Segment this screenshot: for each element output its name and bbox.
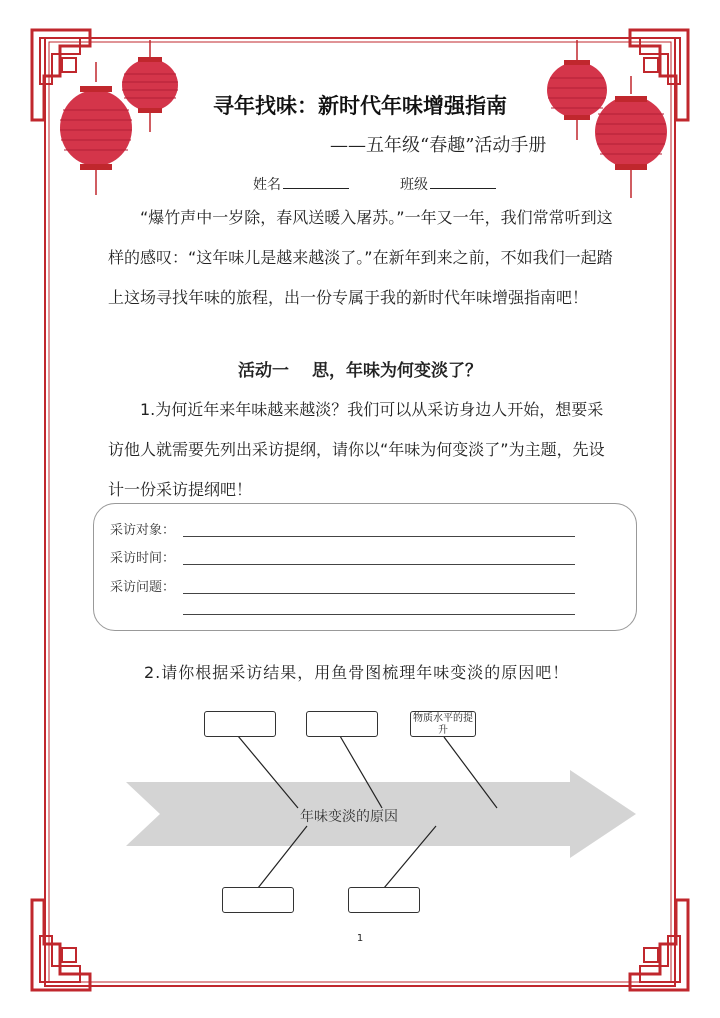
interview-question-line-2[interactable]	[183, 614, 575, 615]
interview-target-line[interactable]	[183, 536, 575, 537]
lantern-icon	[60, 62, 132, 195]
fishbone-cause-box[interactable]	[204, 711, 276, 737]
name-label: 姓名	[253, 177, 281, 193]
page-subtitle: ——五年级“春趣”活动手册	[330, 135, 547, 156]
fishbone-spine-label: 年味变淡的原因	[300, 809, 398, 825]
class-field	[400, 174, 496, 194]
name-field	[253, 174, 349, 194]
interview-time-line[interactable]	[183, 564, 575, 565]
interview-outline-box	[93, 503, 637, 631]
fishbone-cause-box[interactable]	[348, 887, 420, 913]
page-number: 1	[356, 933, 364, 944]
interview-question-line[interactable]	[183, 593, 575, 594]
interview-target-label: 采访对象：	[110, 523, 176, 538]
intro-paragraph: “爆竹声中一岁除，春风送暖入屠苏。”一年又一年，我们常常听到这样的感叹：“这年味儿是越来越淡了。”在新年到来之前，不如我们一起踏上这场寻找年味的旅程，出一份专属于我的新时代年味增强指南吧！	[108, 208, 613, 307]
class-input[interactable]	[430, 174, 496, 189]
fishbone-cause-box[interactable]	[306, 711, 378, 737]
page-title: 寻年找味：新时代年味增强指南	[213, 93, 507, 118]
fishbone-cause-box-filled: 物质水平的提升	[410, 711, 476, 737]
interview-question-label: 采访问题：	[110, 580, 176, 595]
question-2: 2.请你根据采访结果，用鱼骨图梳理年味变淡的原因吧！	[144, 663, 570, 682]
class-label: 班级	[400, 177, 428, 193]
interview-time-label: 采访时间：	[110, 551, 176, 566]
activity-heading: 活动一 思，年味为何变淡了？	[238, 361, 482, 381]
name-input[interactable]	[283, 174, 349, 189]
question-1: 1.为何近年来年味越来越淡？我们可以从采访身边人开始，想要采访他人就需要先列出采访提纲，请你以“年味为何变淡了”为主题，先设计一份采访提纲吧！	[108, 400, 605, 499]
fishbone-cause-box[interactable]	[222, 887, 294, 913]
